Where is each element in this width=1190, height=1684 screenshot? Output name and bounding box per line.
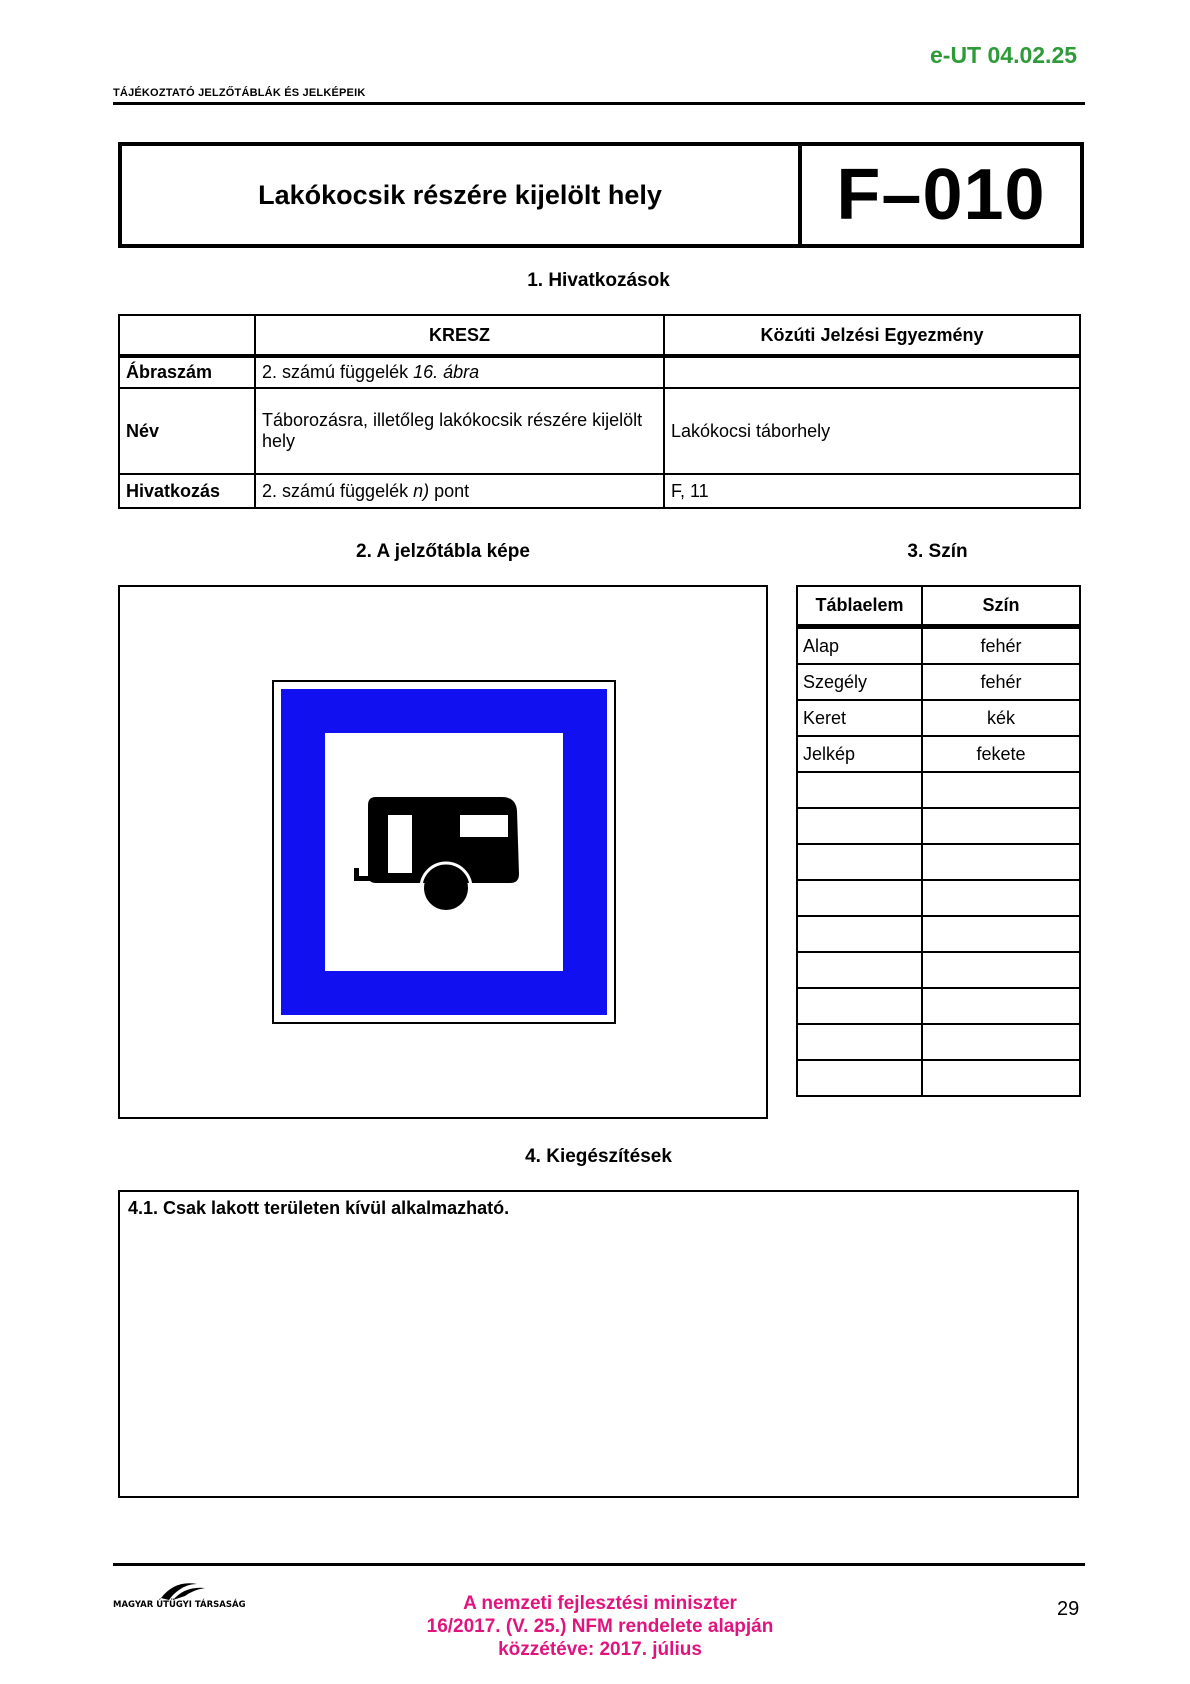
color-cell: kék <box>922 700 1080 736</box>
sign-image <box>272 680 616 1024</box>
empty-cell <box>922 952 1080 988</box>
kresz-cell <box>255 388 664 474</box>
kresz-italic: n) <box>413 480 430 501</box>
supplement-text: 4.1. Csak lakott területen kívül alkalmazható. <box>128 1198 510 1218</box>
header-divider <box>113 102 1085 105</box>
empty-cell <box>797 916 922 952</box>
empty-cell <box>797 880 922 916</box>
kresz-suffix: pont <box>429 480 470 501</box>
color-table <box>796 585 1081 1097</box>
section-title-supplements: 4. Kiegészítések <box>525 1146 672 1167</box>
kresz-text: 2. számú függelék <box>262 480 414 501</box>
empty-cell <box>922 988 1080 1024</box>
empty-cell <box>922 880 1080 916</box>
caravan-window <box>460 815 508 837</box>
kresz-text: 2. számú függelék <box>262 362 414 382</box>
table-row <box>797 808 1080 844</box>
sign-title: Lakókocsik részére kijelölt hely <box>122 146 802 244</box>
empty-cell <box>797 952 922 988</box>
row-label: Név <box>119 388 255 474</box>
element-cell: Jelkép <box>797 736 922 772</box>
element-cell: Alap <box>797 627 922 665</box>
table-row <box>797 844 1080 880</box>
row-label: Hivatkozás <box>119 474 255 508</box>
color-cell: fekete <box>922 736 1080 772</box>
table-row <box>797 880 1080 916</box>
section-title-image: 2. A jelzőtábla képe <box>356 541 530 562</box>
empty-cell <box>922 772 1080 808</box>
footer-line-1: A nemzeti fejlesztési miniszter <box>463 1593 737 1614</box>
table-row <box>797 1060 1080 1096</box>
table-row <box>119 356 1080 388</box>
footer-divider <box>113 1563 1085 1566</box>
caravan-door <box>388 815 412 873</box>
table-row <box>797 988 1080 1024</box>
table-row <box>797 772 1080 808</box>
empty-cell <box>922 1024 1080 1060</box>
empty-cell <box>797 1060 922 1096</box>
kresz-cell <box>255 356 664 388</box>
empty-cell <box>797 988 922 1024</box>
element-cell: Szegély <box>797 664 922 700</box>
empty-cell <box>797 808 922 844</box>
title-box <box>118 142 1084 248</box>
footer-publication <box>300 1592 900 1661</box>
convention-cell: F, 11 <box>664 474 1080 508</box>
convention-cell <box>664 356 1080 388</box>
color-cell: fehér <box>922 627 1080 665</box>
row-label: Ábraszám <box>119 356 255 388</box>
table-row <box>797 736 1080 772</box>
table-row <box>797 700 1080 736</box>
table-header-cell: Táblaelem <box>797 586 922 627</box>
section-title-color: 3. Szín <box>907 541 968 562</box>
kresz-text: Táborozásra, illetőleg lakókocsik részére kijelölt hely <box>262 410 643 451</box>
table-row <box>797 664 1080 700</box>
empty-cell <box>922 1060 1080 1096</box>
empty-cell <box>922 844 1080 880</box>
empty-cell <box>922 916 1080 952</box>
empty-cell <box>797 844 922 880</box>
table-header-cell: Szín <box>922 586 1080 627</box>
logo-text: MAGYAR ÚTÜGYI TÁRSASÁG <box>113 1600 246 1610</box>
convention-cell: Lakókocsi táborhely <box>664 388 1080 474</box>
table-row <box>797 1024 1080 1060</box>
color-cell: fehér <box>922 664 1080 700</box>
running-header: TÁJÉKOZTATÓ JELZŐTÁBLÁK ÉS JELKÉPEIK <box>113 87 366 99</box>
mut-logo <box>113 1578 263 1610</box>
table-row <box>797 586 1080 627</box>
empty-cell <box>922 808 1080 844</box>
section-title-references: 1. Hivatkozások <box>527 270 670 291</box>
table-header-cell: KRESZ <box>255 315 664 356</box>
sign-code: F–010 <box>836 155 1046 235</box>
empty-cell <box>797 1024 922 1060</box>
document-code: e-UT 04.02.25 <box>930 42 1078 68</box>
table-row <box>119 315 1080 356</box>
table-row <box>119 388 1080 474</box>
page-number: 29 <box>1057 1598 1080 1620</box>
footer-line-2: 16/2017. (V. 25.) NFM rendelete alapján <box>426 1616 774 1637</box>
table-row <box>119 474 1080 508</box>
references-table <box>118 314 1081 509</box>
table-row <box>797 916 1080 952</box>
element-cell: Keret <box>797 700 922 736</box>
empty-cell <box>797 772 922 808</box>
table-header-cell: Közúti Jelzési Egyezmény <box>664 315 1080 356</box>
table-header-cell <box>119 315 255 356</box>
kresz-cell <box>255 474 664 508</box>
table-row <box>797 952 1080 988</box>
table-row <box>797 627 1080 665</box>
footer-line-3: közzétéve: 2017. július <box>498 1639 702 1660</box>
kresz-italic: 16. ábra <box>413 362 480 382</box>
supplements-box <box>118 1190 1079 1498</box>
